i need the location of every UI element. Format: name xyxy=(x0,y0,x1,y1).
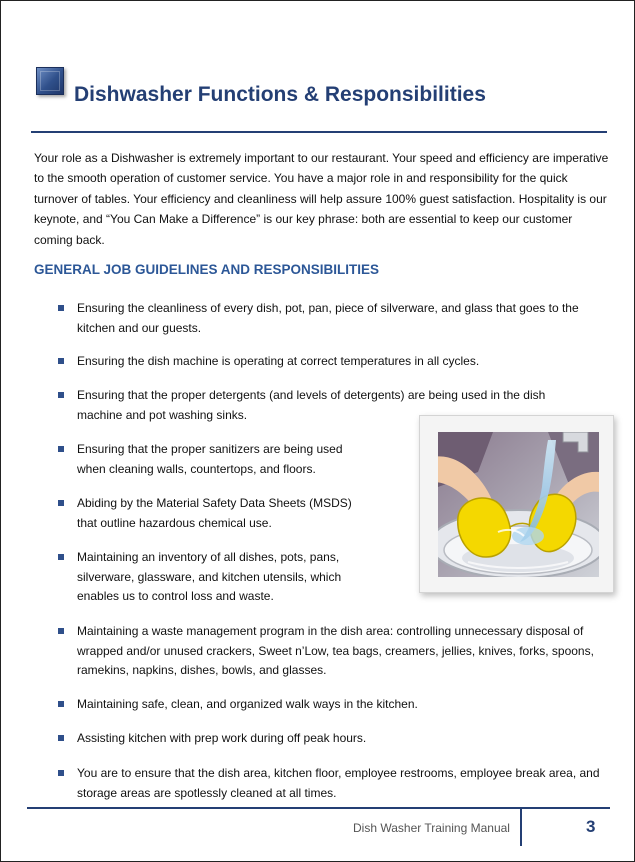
list-item-text: Ensuring the cleanliness of every dish, pot, pan, piece of silverware, and glass that goes to the kitchen and our guests. xyxy=(77,301,579,335)
footer-manual-title: Dish Washer Training Manual xyxy=(353,821,510,835)
bullet-square-icon xyxy=(58,500,64,506)
title-square-icon xyxy=(36,67,64,95)
list-item-text: Maintaining a waste management program in the dish area: controlling unnecessary disposal of wrapped and/or unused crackers, Sweet n’Low, tea bags, creamers, jellies, knives, forks, spoons, ramekins, napkins, dishes, bowls, and glasses. xyxy=(77,624,594,677)
dishwashing-illustration xyxy=(419,415,614,593)
list-item-text: Ensuring that the proper sanitizers are being used when cleaning walls, countertops, and floors. xyxy=(77,442,343,476)
bullet-square-icon xyxy=(58,628,64,634)
footer-vertical-divider xyxy=(520,809,522,846)
page-number: 3 xyxy=(586,817,596,836)
list-item-text: Assisting kitchen with prep work during off peak hours. xyxy=(77,731,367,745)
list-item-text: Ensuring the dish machine is operating at correct temperatures in all cycles. xyxy=(77,354,480,368)
title-divider xyxy=(31,131,607,133)
footer-divider xyxy=(27,807,610,809)
bullet-square-icon xyxy=(58,305,64,311)
section-heading: GENERAL JOB GUIDELINES AND RESPONSIBILITIES xyxy=(34,262,380,277)
intro-paragraph: Your role as a Dishwasher is extremely important to our restaurant. Your speed and efficiency are imperative to the smooth operation of customer service. You have a major role in and responsibility for the quick turnover of tables. Your efficiency and cleanliness will help assure 100% guest satisfaction. Hospitality is our keynote, and “You Can Make a Difference” is our key phrase: both are essential to keep our customer coming back. xyxy=(34,151,609,247)
list-item-text: You are to ensure that the dish area, kitchen floor, employee restrooms, employee break area, and storage areas are spotlessly cleaned at all times. xyxy=(77,766,600,800)
list-item-text: Ensuring that the proper detergents (and levels of detergents) are being used in the dish machine and pot washing sinks. xyxy=(77,388,546,422)
list-item-text: Abiding by the Material Safety Data Sheets (MSDS) that outline hazardous chemical use. xyxy=(77,496,352,530)
bullet-square-icon xyxy=(58,358,64,364)
bullet-square-icon xyxy=(58,701,64,707)
bullet-square-icon xyxy=(58,735,64,741)
bullet-square-icon xyxy=(58,446,64,452)
bullet-square-icon xyxy=(58,392,64,398)
page-title: Dishwasher Functions & Responsibilities xyxy=(74,83,486,106)
gloved-hands-washing-icon xyxy=(438,432,599,577)
bullet-square-icon xyxy=(58,554,64,560)
list-item-text: Maintaining safe, clean, and organized walk ways in the kitchen. xyxy=(77,697,418,711)
list-item-text: Maintaining an inventory of all dishes, pots, pans, silverware, glassware, and kitchen utensils, which enables us to control loss and waste. xyxy=(77,550,342,603)
bullet-square-icon xyxy=(58,770,64,776)
